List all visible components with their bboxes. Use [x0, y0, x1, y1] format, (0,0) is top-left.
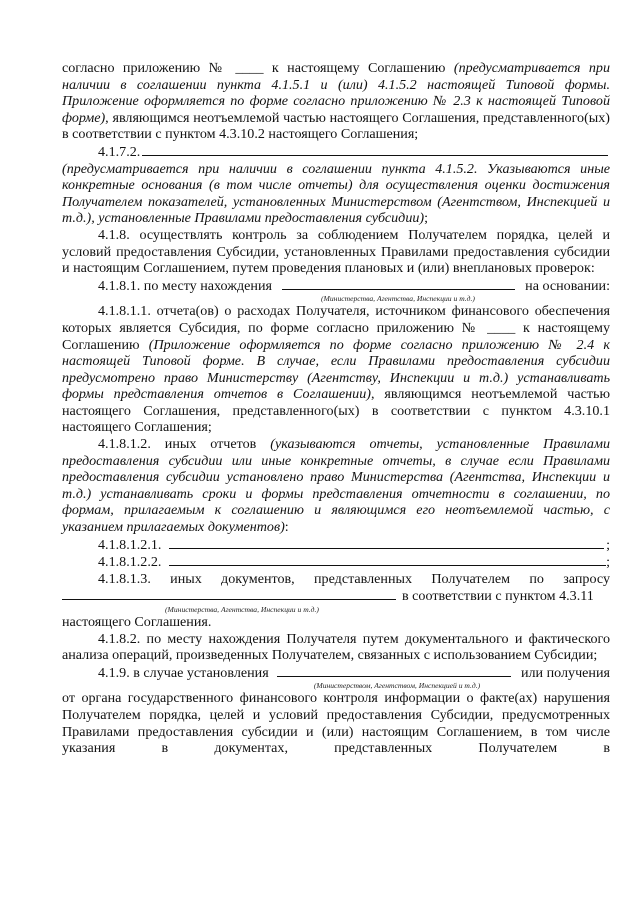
clause-text: или получения — [520, 664, 610, 681]
clause-4-1-7-2-note — [62, 161, 610, 227]
clause-4-1-8-1-1 — [62, 303, 610, 436]
footnote-row — [62, 294, 610, 303]
blank-line — [142, 143, 608, 156]
blank-line — [169, 553, 606, 566]
clause-4-1-9-continued: от органа государственного финансового контроля информации о факте(ах) нарушения Получателем порядка, целей и условий предоставления Субсидии, предусмотренных Правилами предоставления субсидии и (или) настоящим Соглашением, в том числе указания в документах, представленных Получателем в — [62, 690, 610, 757]
text: настоящего Соглашения. — [62, 614, 212, 630]
clause-4-1-8-1-2 — [62, 436, 610, 536]
blank-line — [282, 277, 515, 290]
clause-4-1-8: 4.1.8. осуществлять контроль за соблюдением Получателем порядка, целей и условий предоставления Субсидии, установленных Правилами предоставления субсидии и настоящим Соглашением, путем проведения плановых и (или) внеплановых проверок: — [62, 226, 610, 277]
clause-4-1-8-1-2-2 — [62, 553, 610, 571]
clause-number: 4.1.7.2. — [98, 143, 141, 160]
footnote-row — [62, 681, 610, 690]
italic-note: (указываются отчеты, установленные Правилами предоставления субсидии или иные конкретные отчеты, в случае если Правилами предоставления субсидии установлено право Министерства (Агентства, Инспекции и т.д.) устанавливать сроки и формы представления отчетности в соглашении, по формам, прилагаемым к соглашению и являющимся его неотъемлемой частью, с указанием прилагаемых документов) — [62, 436, 610, 536]
text: : — [284, 519, 289, 536]
italic-note: (предусматривается при наличии в соглашении пункта 4.1.5.2. Указываются иные конкретные основания (в том числе отчеты) для осуществления оценки достижения Получателем показателей, установленных Министерством (Агентством, Инспекцией и т.д.), установленные Правилами предоставления субсидии) — [62, 160, 610, 227]
document-page — [62, 60, 610, 757]
clause-text: 4.1.8.1. по месту нахождения — [98, 277, 272, 294]
paragraph-4-1-7-1-continued — [62, 60, 610, 143]
text: , являющимся неотъемлемой частью настоящего Соглашения, представленного(ых) в соответствии с пунктом 4.3.10.1 настоящего Соглашения; — [62, 386, 610, 436]
clause-4-1-9 — [62, 664, 610, 682]
footnote-row — [62, 605, 610, 614]
text: согласно приложению № ____ к настоящему Соглашению — [62, 60, 454, 76]
italic-note: (предусматривается при наличии в соглашении пункта 4.1.5.1 и (или) 4.1.5.2 настоящей Типовой формы. Приложение оформляется по форме согласно приложению № 2.3 к настоящей Типовой форме) — [62, 60, 611, 126]
clause-number: 4.1.8.1.2.1. — [98, 536, 162, 553]
clause-4-1-8-1-3: 4.1.8.1.3. иных документов, представленных Получателем по запросу — [98, 570, 610, 587]
footnote-caption: (Министерством, Агентством, Инспекцией и т.д.) — [313, 681, 481, 691]
text: , являющимся неотъемлемой частью настоящего Соглашения, представленного(ых) в соответствии с пунктом 4.3.10.2 настоящего Соглашения; — [62, 109, 610, 143]
clause-4-1-8-1-2-1 — [62, 536, 610, 554]
text: 4.1.8.1.2. иных отчетов — [98, 436, 271, 453]
text: ; — [606, 536, 610, 553]
clause-4-1-7-2 — [62, 143, 610, 161]
clause-number: 4.1.8.1.2.2. — [98, 554, 162, 571]
text: в соответствии с пунктом 4.3.11 — [402, 588, 594, 605]
text: 4.1.8.1.1. отчета(ов) о расходах Получателя, источником финансового обеспечения которых является Субсидия, по форме согласно приложению № ____ к настоящему Соглашению — [62, 303, 610, 353]
text: ; — [606, 554, 610, 571]
clause-4-1-8-1 — [62, 277, 610, 295]
clause-text: на основании: — [525, 277, 610, 294]
clause-4-1-8-1-3-line — [62, 587, 610, 605]
footnote-caption: (Министерства, Агентства, Инспекции и т.д.) — [165, 605, 319, 614]
blank-line — [169, 536, 604, 549]
italic-note: (Приложение оформляется по форме согласно приложению № 2.4 к настоящей Типовой форме. В случае, если Правилами предоставления субсидии предусмотрено право Министерству (Агентству, Инспекции и т.д.) устанавливать формы представления отчетов в Соглашении) — [62, 336, 610, 403]
clause-4-1-8-2: 4.1.8.2. по месту нахождения Получателя путем документального и фактического анализа операций, произведенных Получателем, связанных с использованием Субсидии; — [62, 630, 610, 664]
blank-line — [62, 587, 396, 600]
footnote-caption: (Министерства, Агентства, Инспекции и т.д.) — [321, 294, 475, 304]
clause-text: 4.1.9. в случае установления — [98, 664, 269, 681]
text: ; — [424, 210, 429, 227]
blank-line — [277, 664, 511, 677]
